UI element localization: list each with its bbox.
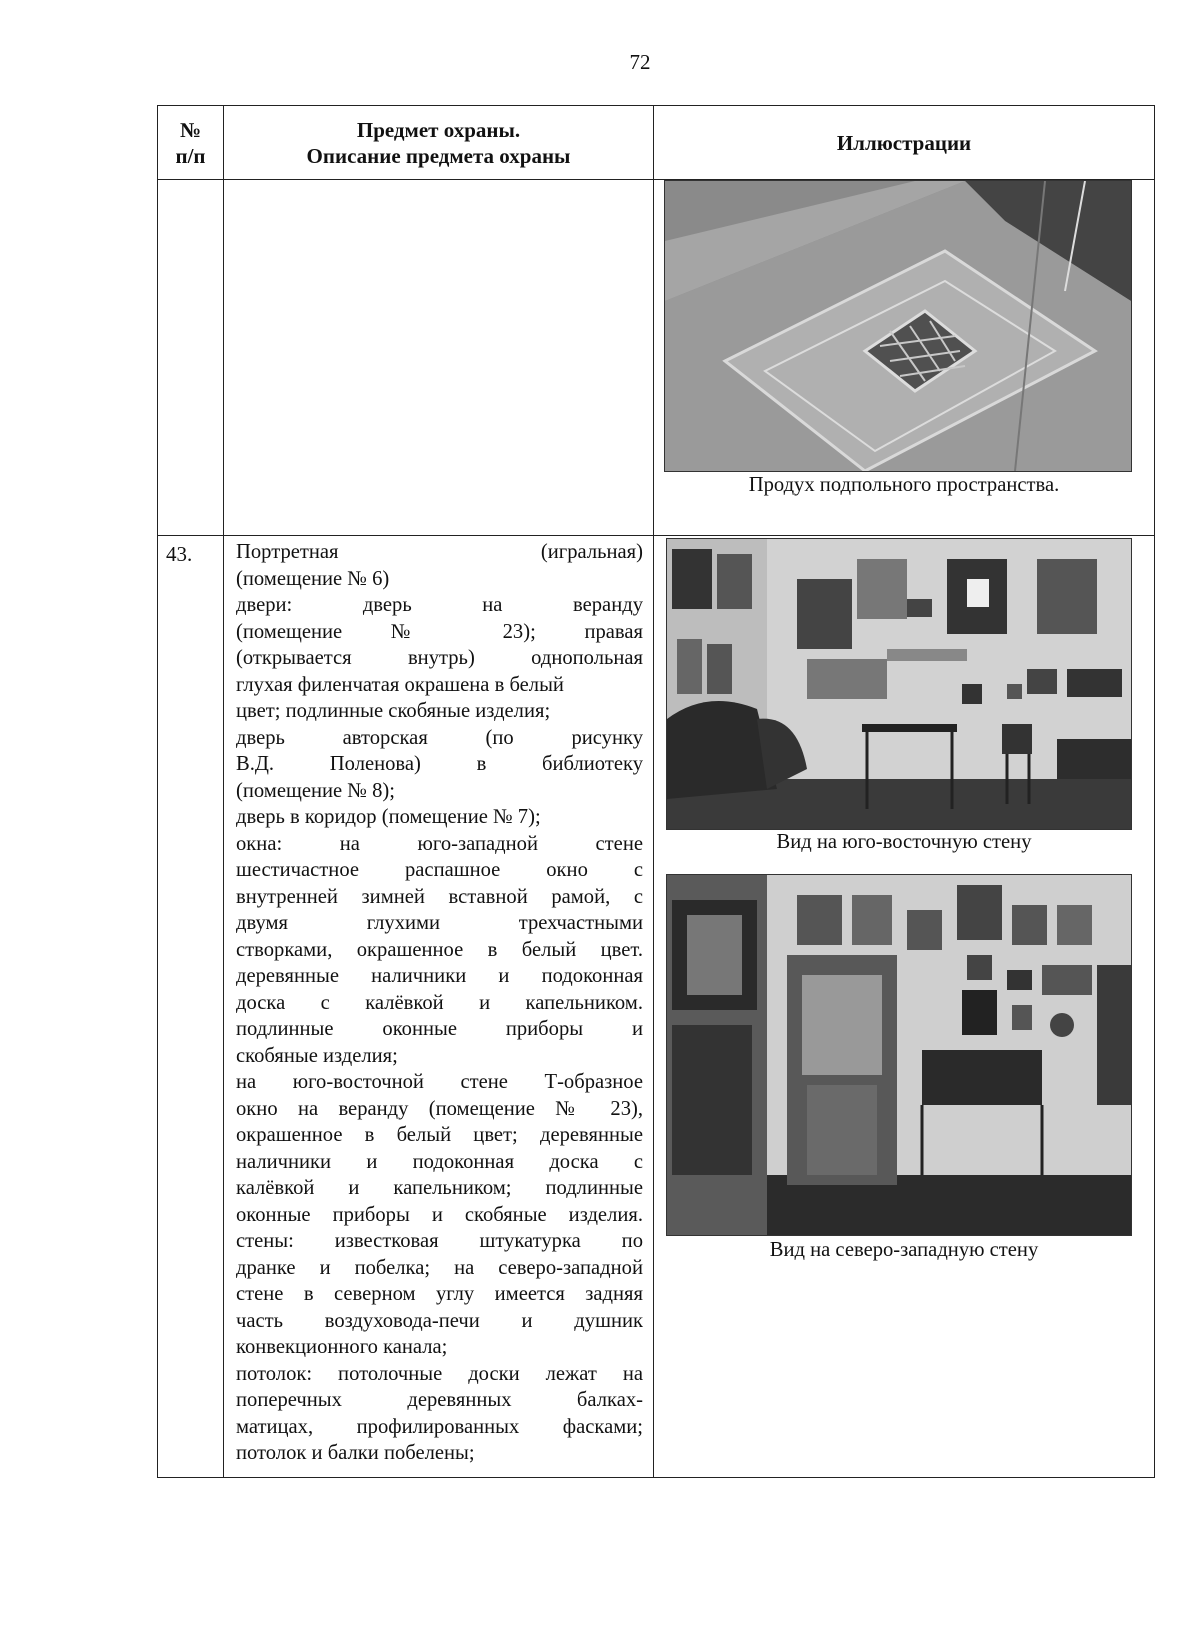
description-line: глухая филенчатая окрашена в белый xyxy=(236,673,564,696)
description-line: матицах, профилированных фасками; xyxy=(236,1415,643,1438)
description-line: шестичастное распашное окно с xyxy=(236,859,643,881)
description-line: скобяные изделия; xyxy=(236,1044,398,1067)
row-43-illustrations xyxy=(654,536,1155,1478)
header-subject xyxy=(224,106,654,180)
description-line: Портретная (игральная) xyxy=(236,541,643,563)
description-line: деревянные наличники и подоконная xyxy=(236,965,643,987)
header-subject-text: Предмет охраны. Описание предмета охраны xyxy=(306,117,571,168)
description-line: потолок: потолочные доски лежат на xyxy=(236,1362,643,1385)
northwest-wall-photo xyxy=(666,874,1132,1236)
row-prev-number xyxy=(158,180,224,536)
description-line: дверь в коридор (помещение № 7); xyxy=(236,806,541,828)
description-line: (помещение № 6) xyxy=(236,567,390,590)
description-line: часть воздуховода-печи и душник xyxy=(236,1309,643,1332)
row-43-description xyxy=(224,536,654,1478)
northwest-wall-caption: Вид на северо-западную стену xyxy=(769,1239,1039,1261)
description-line: оконные приборы и скобяные изделия. xyxy=(236,1203,643,1226)
description-line: окна: на юго-западной стене xyxy=(236,832,643,855)
southeast-wall-caption: Вид на юго-восточную стену xyxy=(776,831,1032,853)
description-line: створками, окрашенное в белый цвет. xyxy=(236,938,643,961)
row-prev-description xyxy=(224,180,654,536)
description-line: стены: известковая штукатурка по xyxy=(236,1230,643,1252)
description-line: на юго-восточной стене Т-образное xyxy=(236,1071,643,1093)
description-line: окно на веранду (помещение № 23), xyxy=(236,1097,643,1120)
table-row xyxy=(158,536,1155,1478)
description-line: дранке и побелка; на северо-западной xyxy=(236,1256,643,1279)
description-line: цвет; подлинные скобяные изделия; xyxy=(236,700,551,722)
description-line: В.Д. Поленова) в библиотеку xyxy=(236,753,643,775)
southeast-wall-photo xyxy=(666,538,1132,830)
description-line: (помещение № 23); правая xyxy=(236,620,643,643)
header-number-text: № п/п xyxy=(175,117,206,168)
description-line: окрашенное в белый цвет; деревянные xyxy=(236,1124,643,1146)
description-line: двери: дверь на веранду xyxy=(236,594,643,616)
header-illustrations xyxy=(654,106,1155,180)
description-lines xyxy=(236,539,643,1467)
description-line: стене в северном углу имеется задняя xyxy=(236,1283,643,1305)
table-row xyxy=(158,180,1155,536)
description-line: поперечных деревянных балках- xyxy=(236,1389,643,1411)
description-line: подлинные оконные приборы и xyxy=(236,1018,643,1040)
description-line: (помещение № 8); xyxy=(236,779,395,802)
header-illustrations-text: Иллюстрации xyxy=(836,130,972,155)
protection-table xyxy=(157,105,1155,1478)
description-line: калёвкой и капельником; подлинные xyxy=(236,1177,643,1199)
header-number xyxy=(158,106,224,180)
description-line: наличники и подоконная доска с xyxy=(236,1150,643,1173)
description-line: двумя глухими трехчастными xyxy=(236,912,643,934)
row-prev-illustrations xyxy=(654,180,1155,536)
description-line: внутренней зимней вставной рамой, с xyxy=(236,885,643,908)
row-43-number: 43. xyxy=(158,536,224,1478)
description-line: (открывается внутрь) однопольная xyxy=(236,647,643,669)
description-line: доска с калёвкой и капельником. xyxy=(236,991,643,1014)
page-number: 72 xyxy=(629,50,651,74)
description-line: потолок и балки побелены; xyxy=(236,1442,475,1464)
description-line: дверь авторская (по рисунку xyxy=(236,726,643,749)
underfloor-vent-caption: Продух подпольного пространства. xyxy=(748,474,1060,496)
underfloor-vent-photo xyxy=(664,180,1132,472)
description-line: конвекционного канала; xyxy=(236,1336,448,1358)
